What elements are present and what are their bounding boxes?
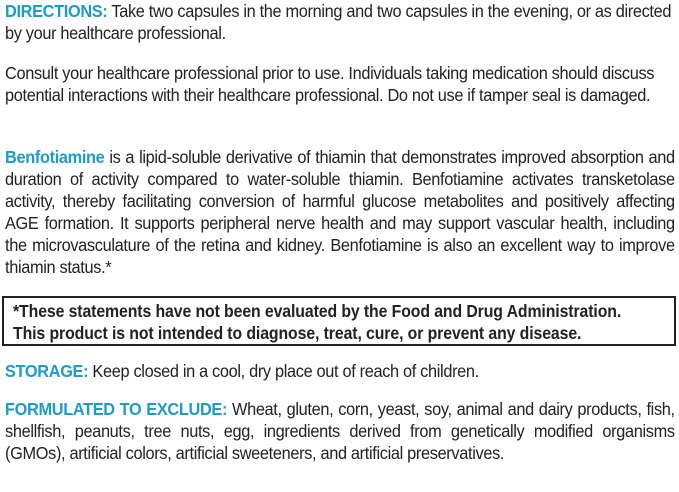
- storage-paragraph: [5, 360, 675, 382]
- directions-paragraph: [5, 0, 675, 44]
- storage-label: STORAGE:: [5, 361, 89, 381]
- fda-disclaimer-box: [2, 296, 676, 346]
- disclaimer-line-2: This product is not intended to diagnose, treat, cure, or prevent any disease.: [13, 323, 582, 343]
- benfotiamine-label: Benfotiamine: [5, 147, 105, 167]
- consult-paragraph: Consult your healthcare professional prior to use. Individuals taking medication should discuss potential interactions with their healthcare professional. Do not use if tamper seal is damaged.: [5, 63, 655, 105]
- storage-text: Keep closed in a cool, dry place out of reach of children.: [88, 361, 479, 381]
- exclude-text: Wheat, gluten, corn, yeast, soy, animal and dairy products, fish, shellfish, peanuts, tree nuts, egg, ingredients derived from genetically modified organisms (GMOs), artificial colors, artificial sweeteners, and artificial preservatives.: [5, 399, 675, 463]
- exclude-label: FORMULATED TO EXCLUDE:: [5, 399, 228, 419]
- benfotiamine-text: is a lipid-soluble derivative of thiamin that demonstrates improved absorption and duration of activity compared to water-soluble thiamin. Benfotiamine activates transketolase activity, thereby facilitating conversion of harmful glucose metabolites and positively affecting AGE formation. It supports peripheral nerve health and may support vascular health, including the microvasculature of the retina and kidney. Benfotiamine is also an excellent way to improve thiamin status.*: [5, 147, 675, 277]
- directions-label: DIRECTIONS:: [5, 1, 108, 21]
- directions-text: Take two capsules in the morning and two capsules in the evening, or as directed by your healthcare professional.: [5, 1, 672, 43]
- disclaimer-line-1: *These statements have not been evaluated by the Food and Drug Administration.: [13, 301, 622, 321]
- benfotiamine-paragraph: [5, 146, 675, 278]
- formulated-to-exclude-paragraph: [5, 398, 675, 464]
